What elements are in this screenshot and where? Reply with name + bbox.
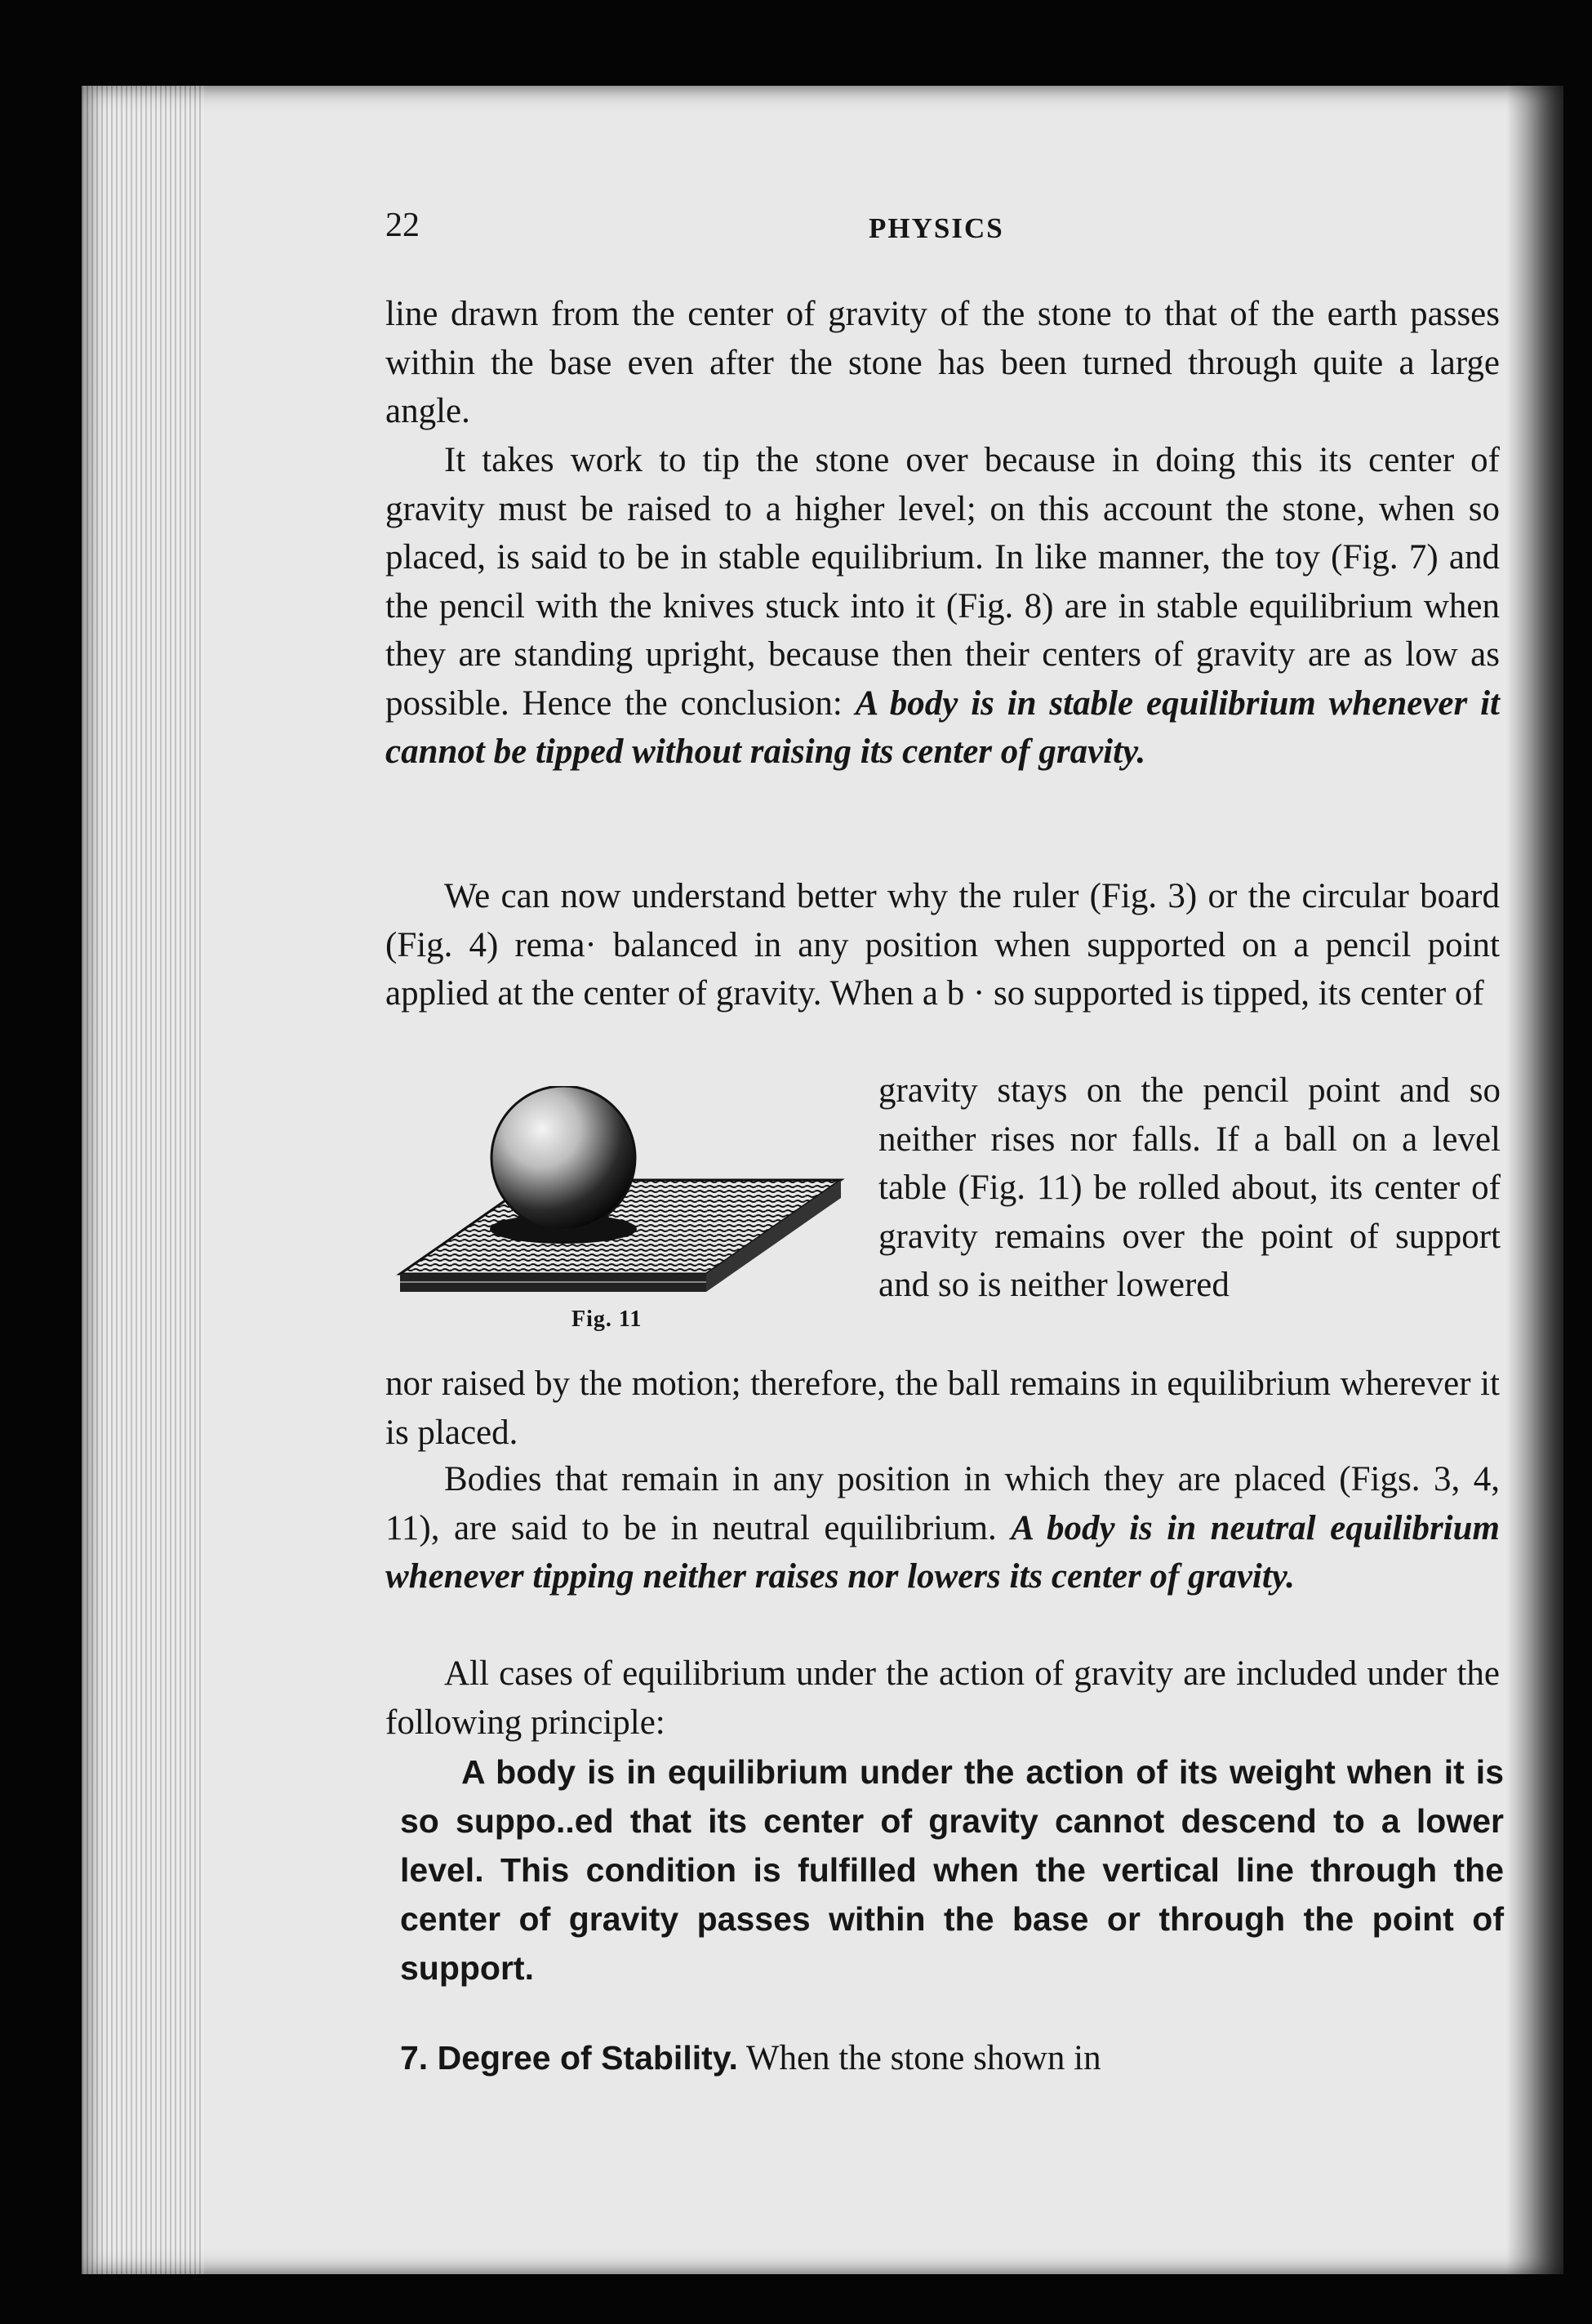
principle-statement: A body is in equilibrium under the action of its weight when it is so suppo..ed that its center of gravity cannot descend to a lower level. This condition is fulfilled when the vertical line through the center of gravity passes within the base or through the point of support. (400, 1753, 1504, 1987)
running-title: PHYSICS (869, 212, 1004, 244)
paragraph-3-wrap: gravity stays on the pencil point and so neither rises nor falls. If a ball on a level table (Fig. 11) be rolled about, its center of gravity remains over the point of support and so is neither lowered (878, 1071, 1501, 1304)
paragraph-2 (385, 436, 1500, 777)
paragraph-4-italic: A body is in neutral equilibrium whenever tipping neither raises nor lowers its center of gravity. (385, 1508, 1500, 1596)
section-heading: 7. Degree of Stability. (400, 2039, 738, 2077)
figure-caption: Fig. 11 (571, 1307, 643, 1332)
paragraph-2-text: It takes work to tip the stone over because in doing this its center of gravity must be raised to a higher level; on this account the stone, when so placed, is said to be in stable equilibrium. In like manner, the toy (Fig. 7) and the pencil with the knives stuck into it (Fig. 8) are in stable equilibrium when they are standing upright, because then their centers of gravity are as low as possible. Hence the conclusion: (385, 441, 1500, 723)
paragraph-5: All cases of equilibrium under the action of gravity are included under the following principle: (385, 1654, 1500, 1742)
page-number: 22 (385, 207, 420, 244)
paragraph-3: We can now understand better why the ruler (Fig. 3) or the circular board (Fig. 4) rema· balanced in any position when supported on a pencil point applied at the center of gravity. When a b · so supported is tipped, its center of (385, 877, 1500, 1013)
paragraph-4 (385, 1455, 1500, 1601)
section-text: When the stone shown in (745, 2039, 1101, 2077)
paragraph-1: line drawn from the center of gravity of the stone to that of the earth passes within the base even after the stone has been turned through quite a large angle. (385, 295, 1500, 430)
paragraph-2-italic: A body is in stable equilibrium whenever it cannot be tipped without raising its center of gravity. (385, 683, 1500, 771)
section-7 (400, 2033, 1504, 2083)
paragraph-3-end: nor raised by the motion; therefore, the ball remains in equilibrium wherever it is placed. (385, 1365, 1500, 1452)
paragraph-4-text: Bodies that remain in any position in which they are placed (Figs. 3, 4, 11), are said to be in neutral equilibrium. (385, 1460, 1500, 1547)
